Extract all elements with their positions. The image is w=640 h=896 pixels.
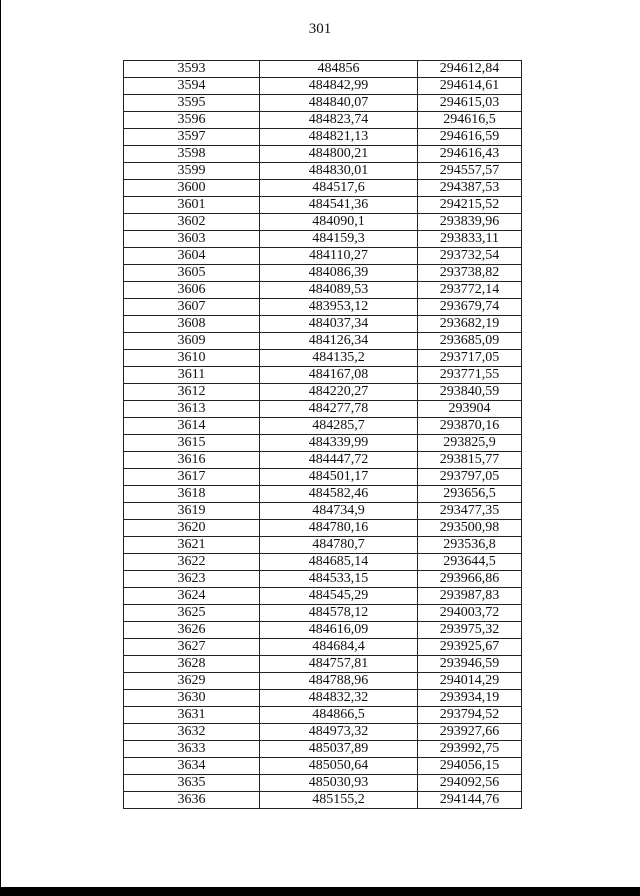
table-row [124, 112, 522, 129]
x-coordinate-cell: 484788,96 [260, 673, 418, 690]
point-number-cell: 3612 [124, 384, 260, 401]
point-number-cell: 3619 [124, 503, 260, 520]
y-coordinate-cell: 293934,19 [418, 690, 522, 707]
table-row [124, 333, 522, 350]
y-coordinate-cell: 293815,77 [418, 452, 522, 469]
y-coordinate-cell: 293536,8 [418, 537, 522, 554]
point-number-cell: 3608 [124, 316, 260, 333]
y-coordinate-cell: 293927,66 [418, 724, 522, 741]
table-row [124, 571, 522, 588]
table-row [124, 61, 522, 78]
table-row [124, 163, 522, 180]
y-coordinate-cell: 293992,75 [418, 741, 522, 758]
y-coordinate-cell: 293732,54 [418, 248, 522, 265]
y-coordinate-cell: 294615,03 [418, 95, 522, 112]
x-coordinate-cell: 484541,36 [260, 197, 418, 214]
y-coordinate-cell: 294616,43 [418, 146, 522, 163]
point-number-cell: 3632 [124, 724, 260, 741]
point-number-cell: 3613 [124, 401, 260, 418]
y-coordinate-cell: 294144,76 [418, 792, 522, 809]
table-row [124, 231, 522, 248]
x-coordinate-cell: 483953,12 [260, 299, 418, 316]
x-coordinate-cell: 484685,14 [260, 554, 418, 571]
table-row [124, 588, 522, 605]
y-coordinate-cell: 293840,59 [418, 384, 522, 401]
point-number-cell: 3628 [124, 656, 260, 673]
point-number-cell: 3600 [124, 180, 260, 197]
x-coordinate-cell: 484339,99 [260, 435, 418, 452]
x-coordinate-cell: 484159,3 [260, 231, 418, 248]
x-coordinate-cell: 484616,09 [260, 622, 418, 639]
table-row [124, 299, 522, 316]
point-number-cell: 3626 [124, 622, 260, 639]
point-number-cell: 3623 [124, 571, 260, 588]
scan-bottom-edge [0, 887, 640, 896]
x-coordinate-cell: 484800,21 [260, 146, 418, 163]
table-row [124, 520, 522, 537]
point-number-cell: 3594 [124, 78, 260, 95]
x-coordinate-cell: 484830,01 [260, 163, 418, 180]
y-coordinate-cell: 293500,98 [418, 520, 522, 537]
x-coordinate-cell: 484220,27 [260, 384, 418, 401]
x-coordinate-cell: 484501,17 [260, 469, 418, 486]
y-coordinate-cell: 293794,52 [418, 707, 522, 724]
table-row [124, 724, 522, 741]
x-coordinate-cell: 484780,16 [260, 520, 418, 537]
point-number-cell: 3604 [124, 248, 260, 265]
point-number-cell: 3598 [124, 146, 260, 163]
table-row [124, 690, 522, 707]
x-coordinate-cell: 484823,74 [260, 112, 418, 129]
point-number-cell: 3609 [124, 333, 260, 350]
y-coordinate-cell: 294614,61 [418, 78, 522, 95]
y-coordinate-cell: 293682,19 [418, 316, 522, 333]
point-number-cell: 3595 [124, 95, 260, 112]
table-row [124, 639, 522, 656]
point-number-cell: 3614 [124, 418, 260, 435]
y-coordinate-cell: 293797,05 [418, 469, 522, 486]
point-number-cell: 3616 [124, 452, 260, 469]
y-coordinate-cell: 294056,15 [418, 758, 522, 775]
table-row [124, 180, 522, 197]
point-number-cell: 3631 [124, 707, 260, 724]
table-row [124, 248, 522, 265]
point-number-cell: 3622 [124, 554, 260, 571]
x-coordinate-cell: 485050,64 [260, 758, 418, 775]
table-row [124, 146, 522, 163]
point-number-cell: 3610 [124, 350, 260, 367]
x-coordinate-cell: 485030,93 [260, 775, 418, 792]
table-row [124, 656, 522, 673]
point-number-cell: 3625 [124, 605, 260, 622]
y-coordinate-cell: 293966,86 [418, 571, 522, 588]
point-number-cell: 3633 [124, 741, 260, 758]
x-coordinate-cell: 484090,1 [260, 214, 418, 231]
x-coordinate-cell: 484447,72 [260, 452, 418, 469]
table-row [124, 537, 522, 554]
table-row [124, 792, 522, 809]
table-row [124, 197, 522, 214]
table-row [124, 350, 522, 367]
y-coordinate-cell: 294612,84 [418, 61, 522, 78]
y-coordinate-cell: 293772,14 [418, 282, 522, 299]
table-row [124, 418, 522, 435]
point-number-cell: 3607 [124, 299, 260, 316]
table-row [124, 95, 522, 112]
x-coordinate-cell: 484277,78 [260, 401, 418, 418]
y-coordinate-cell: 293833,11 [418, 231, 522, 248]
y-coordinate-cell: 293946,59 [418, 656, 522, 673]
table-row [124, 503, 522, 520]
point-number-cell: 3618 [124, 486, 260, 503]
table-row [124, 452, 522, 469]
x-coordinate-cell: 484110,27 [260, 248, 418, 265]
point-number-cell: 3635 [124, 775, 260, 792]
point-number-cell: 3597 [124, 129, 260, 146]
point-number-cell: 3621 [124, 537, 260, 554]
y-coordinate-cell: 294557,57 [418, 163, 522, 180]
x-coordinate-cell: 484135,2 [260, 350, 418, 367]
table-row [124, 367, 522, 384]
x-coordinate-cell: 484578,12 [260, 605, 418, 622]
x-coordinate-cell: 484684,4 [260, 639, 418, 656]
y-coordinate-cell: 293925,67 [418, 639, 522, 656]
table-row [124, 775, 522, 792]
table-row [124, 435, 522, 452]
point-number-cell: 3634 [124, 758, 260, 775]
x-coordinate-cell: 484037,34 [260, 316, 418, 333]
y-coordinate-cell: 294387,53 [418, 180, 522, 197]
point-number-cell: 3611 [124, 367, 260, 384]
y-coordinate-cell: 293644,5 [418, 554, 522, 571]
y-coordinate-cell: 293477,35 [418, 503, 522, 520]
y-coordinate-cell: 293870,16 [418, 418, 522, 435]
y-coordinate-cell: 294092,56 [418, 775, 522, 792]
y-coordinate-cell: 294616,5 [418, 112, 522, 129]
point-number-cell: 3593 [124, 61, 260, 78]
coordinates-table [123, 60, 522, 809]
x-coordinate-cell: 484089,53 [260, 282, 418, 299]
point-number-cell: 3629 [124, 673, 260, 690]
x-coordinate-cell: 484842,99 [260, 78, 418, 95]
point-number-cell: 3636 [124, 792, 260, 809]
table-row [124, 605, 522, 622]
table-row [124, 673, 522, 690]
y-coordinate-cell: 294003,72 [418, 605, 522, 622]
x-coordinate-cell: 484167,08 [260, 367, 418, 384]
point-number-cell: 3624 [124, 588, 260, 605]
x-coordinate-cell: 485155,2 [260, 792, 418, 809]
table-row [124, 214, 522, 231]
point-number-cell: 3617 [124, 469, 260, 486]
x-coordinate-cell: 484582,46 [260, 486, 418, 503]
point-number-cell: 3605 [124, 265, 260, 282]
page-number: 301 [308, 21, 332, 37]
x-coordinate-cell: 484545,29 [260, 588, 418, 605]
table-row [124, 78, 522, 95]
x-coordinate-cell: 484734,9 [260, 503, 418, 520]
x-coordinate-cell: 484086,39 [260, 265, 418, 282]
y-coordinate-cell: 293771,55 [418, 367, 522, 384]
y-coordinate-cell: 293975,32 [418, 622, 522, 639]
table-row [124, 758, 522, 775]
x-coordinate-cell: 484973,32 [260, 724, 418, 741]
table-row [124, 707, 522, 724]
y-coordinate-cell: 293685,09 [418, 333, 522, 350]
point-number-cell: 3596 [124, 112, 260, 129]
y-coordinate-cell: 294014,29 [418, 673, 522, 690]
point-number-cell: 3620 [124, 520, 260, 537]
x-coordinate-cell: 484866,5 [260, 707, 418, 724]
table-row [124, 265, 522, 282]
table-row [124, 554, 522, 571]
x-coordinate-cell: 484856 [260, 61, 418, 78]
y-coordinate-cell: 293679,74 [418, 299, 522, 316]
table-row [124, 384, 522, 401]
x-coordinate-cell: 484126,34 [260, 333, 418, 350]
x-coordinate-cell: 484780,7 [260, 537, 418, 554]
table-row [124, 401, 522, 418]
x-coordinate-cell: 484840,07 [260, 95, 418, 112]
point-number-cell: 3606 [124, 282, 260, 299]
table-row [124, 129, 522, 146]
x-coordinate-cell: 484821,13 [260, 129, 418, 146]
table-row [124, 282, 522, 299]
table-row [124, 316, 522, 333]
x-coordinate-cell: 484832,32 [260, 690, 418, 707]
table-row [124, 622, 522, 639]
y-coordinate-cell: 293825,9 [418, 435, 522, 452]
scan-left-edge [0, 0, 1, 896]
point-number-cell: 3601 [124, 197, 260, 214]
y-coordinate-cell: 294616,59 [418, 129, 522, 146]
table-row [124, 741, 522, 758]
y-coordinate-cell: 293738,82 [418, 265, 522, 282]
coordinates-table-body [124, 61, 522, 809]
x-coordinate-cell: 484517,6 [260, 180, 418, 197]
point-number-cell: 3599 [124, 163, 260, 180]
y-coordinate-cell: 293839,96 [418, 214, 522, 231]
point-number-cell: 3603 [124, 231, 260, 248]
point-number-cell: 3602 [124, 214, 260, 231]
y-coordinate-cell: 293717,05 [418, 350, 522, 367]
table-row [124, 486, 522, 503]
table-row [124, 469, 522, 486]
x-coordinate-cell: 484285,7 [260, 418, 418, 435]
point-number-cell: 3630 [124, 690, 260, 707]
point-number-cell: 3627 [124, 639, 260, 656]
x-coordinate-cell: 484533,15 [260, 571, 418, 588]
y-coordinate-cell: 294215,52 [418, 197, 522, 214]
x-coordinate-cell: 484757,81 [260, 656, 418, 673]
y-coordinate-cell: 293904 [418, 401, 522, 418]
y-coordinate-cell: 293656,5 [418, 486, 522, 503]
x-coordinate-cell: 485037,89 [260, 741, 418, 758]
point-number-cell: 3615 [124, 435, 260, 452]
y-coordinate-cell: 293987,83 [418, 588, 522, 605]
